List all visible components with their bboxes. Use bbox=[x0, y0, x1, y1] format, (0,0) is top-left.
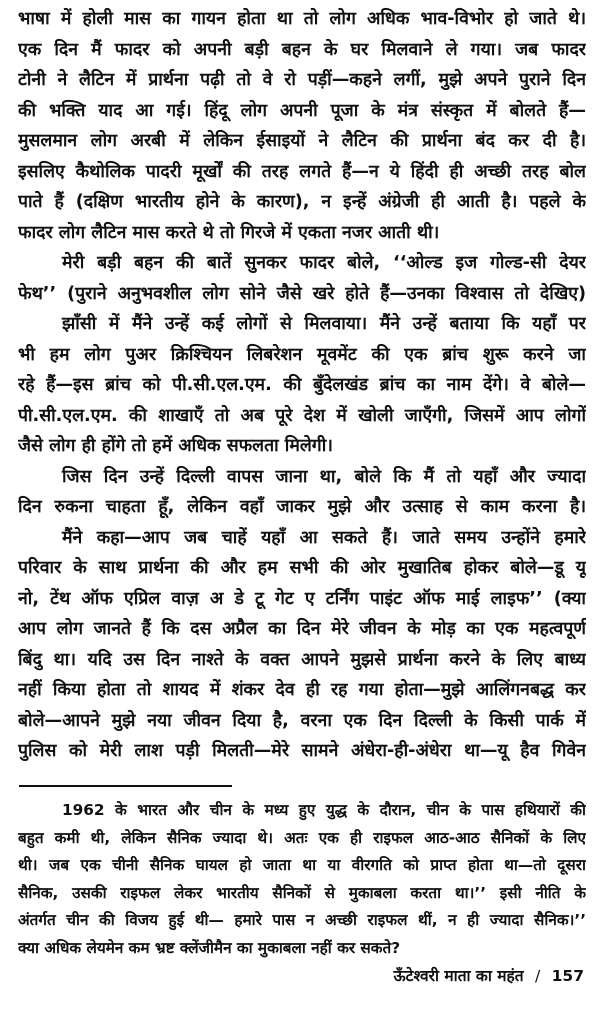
running-title: ऊँटेश्वरी माता का महंत bbox=[393, 967, 524, 985]
footer-separator: / bbox=[535, 967, 541, 985]
text-line: दिन रुकना चाहता हूँ, लेकिन वहाँ जाकर मुझे और उत्साह से काम करना है। bbox=[18, 497, 586, 517]
footnote-line: सैनिक, उसकी राइफल लेकर भारतीय सैनिकों से मुकाबला करता था।’’ इसी नीति के bbox=[18, 883, 586, 902]
text-line: पी.सी.एल.एम. की शाखाएँ तो अब पूरे देश में खोली जाएँगी, जिसमें आप लोगों bbox=[18, 405, 586, 426]
footnote-divider bbox=[19, 785, 232, 787]
page-number: 157 bbox=[551, 967, 584, 985]
paragraph-start-line: झाँसी में मैंने उन्हें कई लोगों से मिलवाया। मैंने उन्हें बताया कि यहाँ पर bbox=[62, 314, 586, 334]
paragraph-start-line: जिस दिन उन्हें दिल्ली वापस जाना था, बोले कि मैं तो यहाँ और ज्यादा bbox=[62, 466, 586, 487]
footnote bbox=[18, 797, 586, 962]
footnote-line: बहुत कमी थी, लेकिन सैनिक ज्यादा थे। अतः एक ही राइफल आठ-आठ सैनिकों के लिए bbox=[18, 828, 586, 847]
text-line: भी हम लोग पुअर क्रिश्चियन लिबरेशन मूवमेंट की एक ब्रांच शुरू करने जा bbox=[18, 344, 586, 365]
text-line: मुसलमान लोग अरबी में लेकिन ईसाइयों ने लैटिन की प्रार्थना बंद कर दी है। bbox=[18, 131, 586, 151]
text-line: बिंदु था। यदि उस दिन नाश्ते के वक्त आपने मुझसे प्रार्थना करने के लिए बाध्य bbox=[18, 649, 586, 670]
text-line: आप लोग जानते हैं कि दस अप्रैल का दिन मेरे जीवन के मोड़ का एक महत्वपूर्ण bbox=[18, 619, 586, 639]
text-line: बोले—आपने मुझे नया जीवन दिया है, वरना एक दिन दिल्ली के किसी पार्क में bbox=[18, 710, 586, 731]
paragraph-start-line: मेरी बड़ी बहन की बातें सुनकर फादर बोले, ‘‘ओल्ड इज गोल्ड-सी देयर bbox=[62, 253, 586, 273]
text-line: भाषा में होली मास का गायन होता था तो लोग अधिक भाव-विभोर हो जाते थे। bbox=[18, 9, 586, 29]
text-line: टोनी ने लैटिन में प्रार्थना पढ़ी तो वे रो पड़ीं—कहने लगीं, मुझे अपने पुराने दिन bbox=[18, 70, 586, 90]
text-line: एक दिन मैं फादर को अपनी बड़ी बहन के घर मिलवाने ले गया। जब फादर bbox=[18, 39, 586, 60]
text-line: पुलिस को मेरी लाश पड़ी मिलती—मेरे सामने अंधेरा-ही-अंधेरा था—यू हैव गिवेन bbox=[18, 741, 586, 761]
page-footer bbox=[393, 964, 584, 986]
footnote-line: अंतर्गत चीन की विजय हुई थी— हमारे पास न अच्छी राइफल थीं, न ही ज्यादा सैनिक।’’ bbox=[18, 911, 586, 929]
text-line: पाते हैं (दक्षिण भारतीय होने के कारण), न इन्हें अंग्रेजी ही आती है। पहले के bbox=[18, 192, 586, 212]
footnote-line: 1962 के भारत और चीन के मध्य हुए युद्ध के दौरान, चीन के पास हथियारों की bbox=[62, 801, 586, 819]
main-text bbox=[18, 4, 586, 767]
text-line: जैसे लोग ही होंगे तो हमें अधिक सफलता मिलेगी। bbox=[18, 436, 333, 456]
text-line: रहे हैं—इस ब्रांच को पी.सी.एल.एम. की बुँदेलखंड ब्रांच का नाम देंगे। वे बोले— bbox=[18, 375, 586, 395]
text-line: इसलिए कैथोलिक पादरी मूर्खों की तरह लगते हैं—न ये हिंदी ही अच्छी तरह बोल bbox=[18, 161, 586, 182]
text-line: की भक्ति याद आ गई। हिंदू लोग अपनी पूजा के मंत्र संस्कृत में बोलते हैं— bbox=[18, 100, 586, 121]
footnote-line: क्या अधिक लेयमेन कम भ्रष्ट क्लेंजीमैन का मुकाबला नहीं कर सकते? bbox=[18, 938, 401, 957]
footnote-line: थी। जब एक चीनी सैनिक घायल हो जाता था या वीरगति को प्राप्त होता था—तो दूसरा bbox=[18, 856, 586, 874]
text-line: फेथ’’ (पुराने अनुभवशील लोग सोने जैसे खरे होते हैं—उनका विश्वास तो देखिए) bbox=[18, 283, 586, 304]
text-line: परिवार के साथ प्रार्थना की और हम सभी की ओर मुखातिब होकर बोले—डू यू bbox=[18, 558, 586, 578]
text-line: नो, टेंथ ऑफ एप्रिल वाज़ अ डे टू गेट ए टर्निंग पाइंट ऑफ माई लाइफ’’ (क्या bbox=[18, 588, 586, 609]
paragraph-start-line: मैंने कहा—आप जब चाहें यहाँ आ सकते हैं। जाते समय उन्होंने हमारे bbox=[62, 527, 586, 548]
text-line: फादर लोग लैटिन मास करते थे तो गिरजे में एकता नजर आती थी। bbox=[18, 222, 440, 243]
text-line: नहीं किया होता तो शायद में शंकर देव ही रह गया होता—मुझे आलिंगनबद्ध कर bbox=[18, 680, 586, 700]
